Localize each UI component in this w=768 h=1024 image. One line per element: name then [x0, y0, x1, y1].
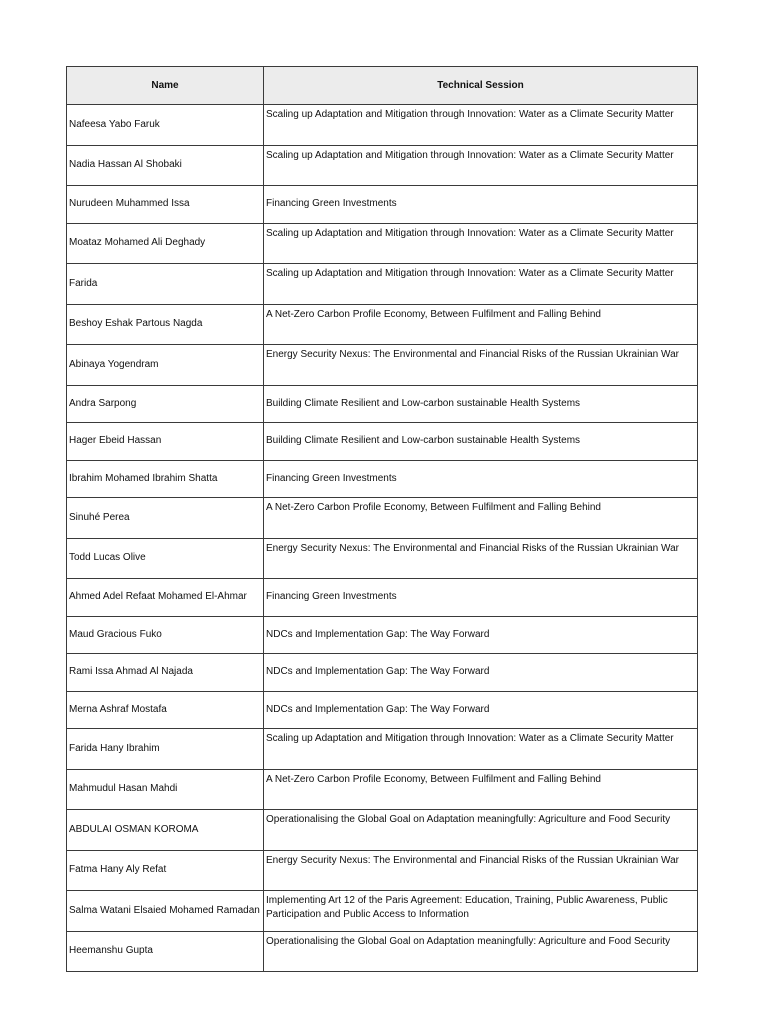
- table-row: [67, 931, 698, 972]
- technical-session-cell: NDCs and Implementation Gap: The Way Forward: [264, 616, 698, 654]
- technical-session-cell: Operationalising the Global Goal on Adaptation meaningfully: Agriculture and Food Security: [264, 810, 698, 851]
- participant-name-cell: Mahmudul Hasan Mahdi: [67, 769, 264, 810]
- session-column-header: Technical Session: [264, 67, 698, 105]
- participant-name-cell: Nafeesa Yabo Faruk: [67, 105, 264, 146]
- participant-name-cell: ABDULAI OSMAN KOROMA: [67, 810, 264, 851]
- technical-session-cell: Energy Security Nexus: The Environmental and Financial Risks of the Russian Ukrainian War: [264, 345, 698, 386]
- table-row: [67, 810, 698, 851]
- participant-name-cell: Beshoy Eshak Partous Nagda: [67, 304, 264, 345]
- technical-session-cell: Scaling up Adaptation and Mitigation through Innovation: Water as a Climate Security Matter: [264, 145, 698, 186]
- participant-name-cell: Salma Watani Elsaied Mohamed Ramadan: [67, 891, 264, 932]
- participant-name-cell: Todd Lucas Olive: [67, 538, 264, 579]
- table-row: [67, 223, 698, 264]
- table-row: [67, 105, 698, 146]
- technical-session-cell: Scaling up Adaptation and Mitigation through Innovation: Water as a Climate Security Matter: [264, 729, 698, 770]
- participant-name-cell: Ahmed Adel Refaat Mohamed El-Ahmar: [67, 579, 264, 617]
- table-row: [67, 850, 698, 891]
- technical-session-cell: A Net-Zero Carbon Profile Economy, Between Fulfilment and Falling Behind: [264, 769, 698, 810]
- table-row: [67, 769, 698, 810]
- table-body: [67, 105, 698, 972]
- technical-session-cell: Building Climate Resilient and Low-carbon sustainable Health Systems: [264, 385, 698, 423]
- technical-session-cell: Scaling up Adaptation and Mitigation through Innovation: Water as a Climate Security Matter: [264, 105, 698, 146]
- participants-table: [66, 66, 698, 972]
- name-column-header: Name: [67, 67, 264, 105]
- table-row: [67, 538, 698, 579]
- table-row: [67, 264, 698, 305]
- table-row: [67, 579, 698, 617]
- table-row: [67, 145, 698, 186]
- technical-session-cell: Building Climate Resilient and Low-carbon sustainable Health Systems: [264, 423, 698, 461]
- table-row: [67, 691, 698, 729]
- technical-session-cell: NDCs and Implementation Gap: The Way Forward: [264, 691, 698, 729]
- participant-name-cell: Andra Sarpong: [67, 385, 264, 423]
- table-row: [67, 891, 698, 932]
- participant-name-cell: Farida: [67, 264, 264, 305]
- technical-session-cell: Scaling up Adaptation and Mitigation through Innovation: Water as a Climate Security Matter: [264, 223, 698, 264]
- technical-session-cell: Scaling up Adaptation and Mitigation through Innovation: Water as a Climate Security Matter: [264, 264, 698, 305]
- table-row: [67, 345, 698, 386]
- technical-session-cell: Financing Green Investments: [264, 579, 698, 617]
- participant-name-cell: Merna Ashraf Mostafa: [67, 691, 264, 729]
- participant-name-cell: Nadia Hassan Al Shobaki: [67, 145, 264, 186]
- participant-name-cell: Fatma Hany Aly Refat: [67, 850, 264, 891]
- technical-session-cell: Implementing Art 12 of the Paris Agreement: Education, Training, Public Awareness, Public Participation and Public Access to Information: [264, 891, 698, 932]
- technical-session-cell: Financing Green Investments: [264, 186, 698, 224]
- table-row: [67, 498, 698, 539]
- participant-name-cell: Ibrahim Mohamed Ibrahim Shatta: [67, 460, 264, 498]
- table-row: [67, 423, 698, 461]
- participant-name-cell: Maud Gracious Fuko: [67, 616, 264, 654]
- table-row: [67, 616, 698, 654]
- table-row: [67, 304, 698, 345]
- participant-name-cell: Sinuhé Perea: [67, 498, 264, 539]
- table-row: [67, 654, 698, 692]
- participant-name-cell: Heemanshu Gupta: [67, 931, 264, 972]
- participants-sheet: [66, 66, 697, 972]
- participant-name-cell: Rami Issa Ahmad Al Najada: [67, 654, 264, 692]
- participant-name-cell: Farida Hany Ibrahim: [67, 729, 264, 770]
- technical-session-cell: NDCs and Implementation Gap: The Way Forward: [264, 654, 698, 692]
- technical-session-cell: Operationalising the Global Goal on Adaptation meaningfully: Agriculture and Food Security: [264, 931, 698, 972]
- technical-session-cell: A Net-Zero Carbon Profile Economy, Between Fulfilment and Falling Behind: [264, 304, 698, 345]
- table-row: [67, 460, 698, 498]
- table-row: [67, 729, 698, 770]
- table-row: [67, 186, 698, 224]
- participant-name-cell: Nurudeen Muhammed Issa: [67, 186, 264, 224]
- technical-session-cell: Financing Green Investments: [264, 460, 698, 498]
- participant-name-cell: Abinaya Yogendram: [67, 345, 264, 386]
- table-row: [67, 385, 698, 423]
- technical-session-cell: A Net-Zero Carbon Profile Economy, Between Fulfilment and Falling Behind: [264, 498, 698, 539]
- participant-name-cell: Moataz Mohamed Ali Deghady: [67, 223, 264, 264]
- technical-session-cell: Energy Security Nexus: The Environmental and Financial Risks of the Russian Ukrainian War: [264, 538, 698, 579]
- header-row: [67, 67, 698, 105]
- participant-name-cell: Hager Ebeid Hassan: [67, 423, 264, 461]
- technical-session-cell: Energy Security Nexus: The Environmental and Financial Risks of the Russian Ukrainian War: [264, 850, 698, 891]
